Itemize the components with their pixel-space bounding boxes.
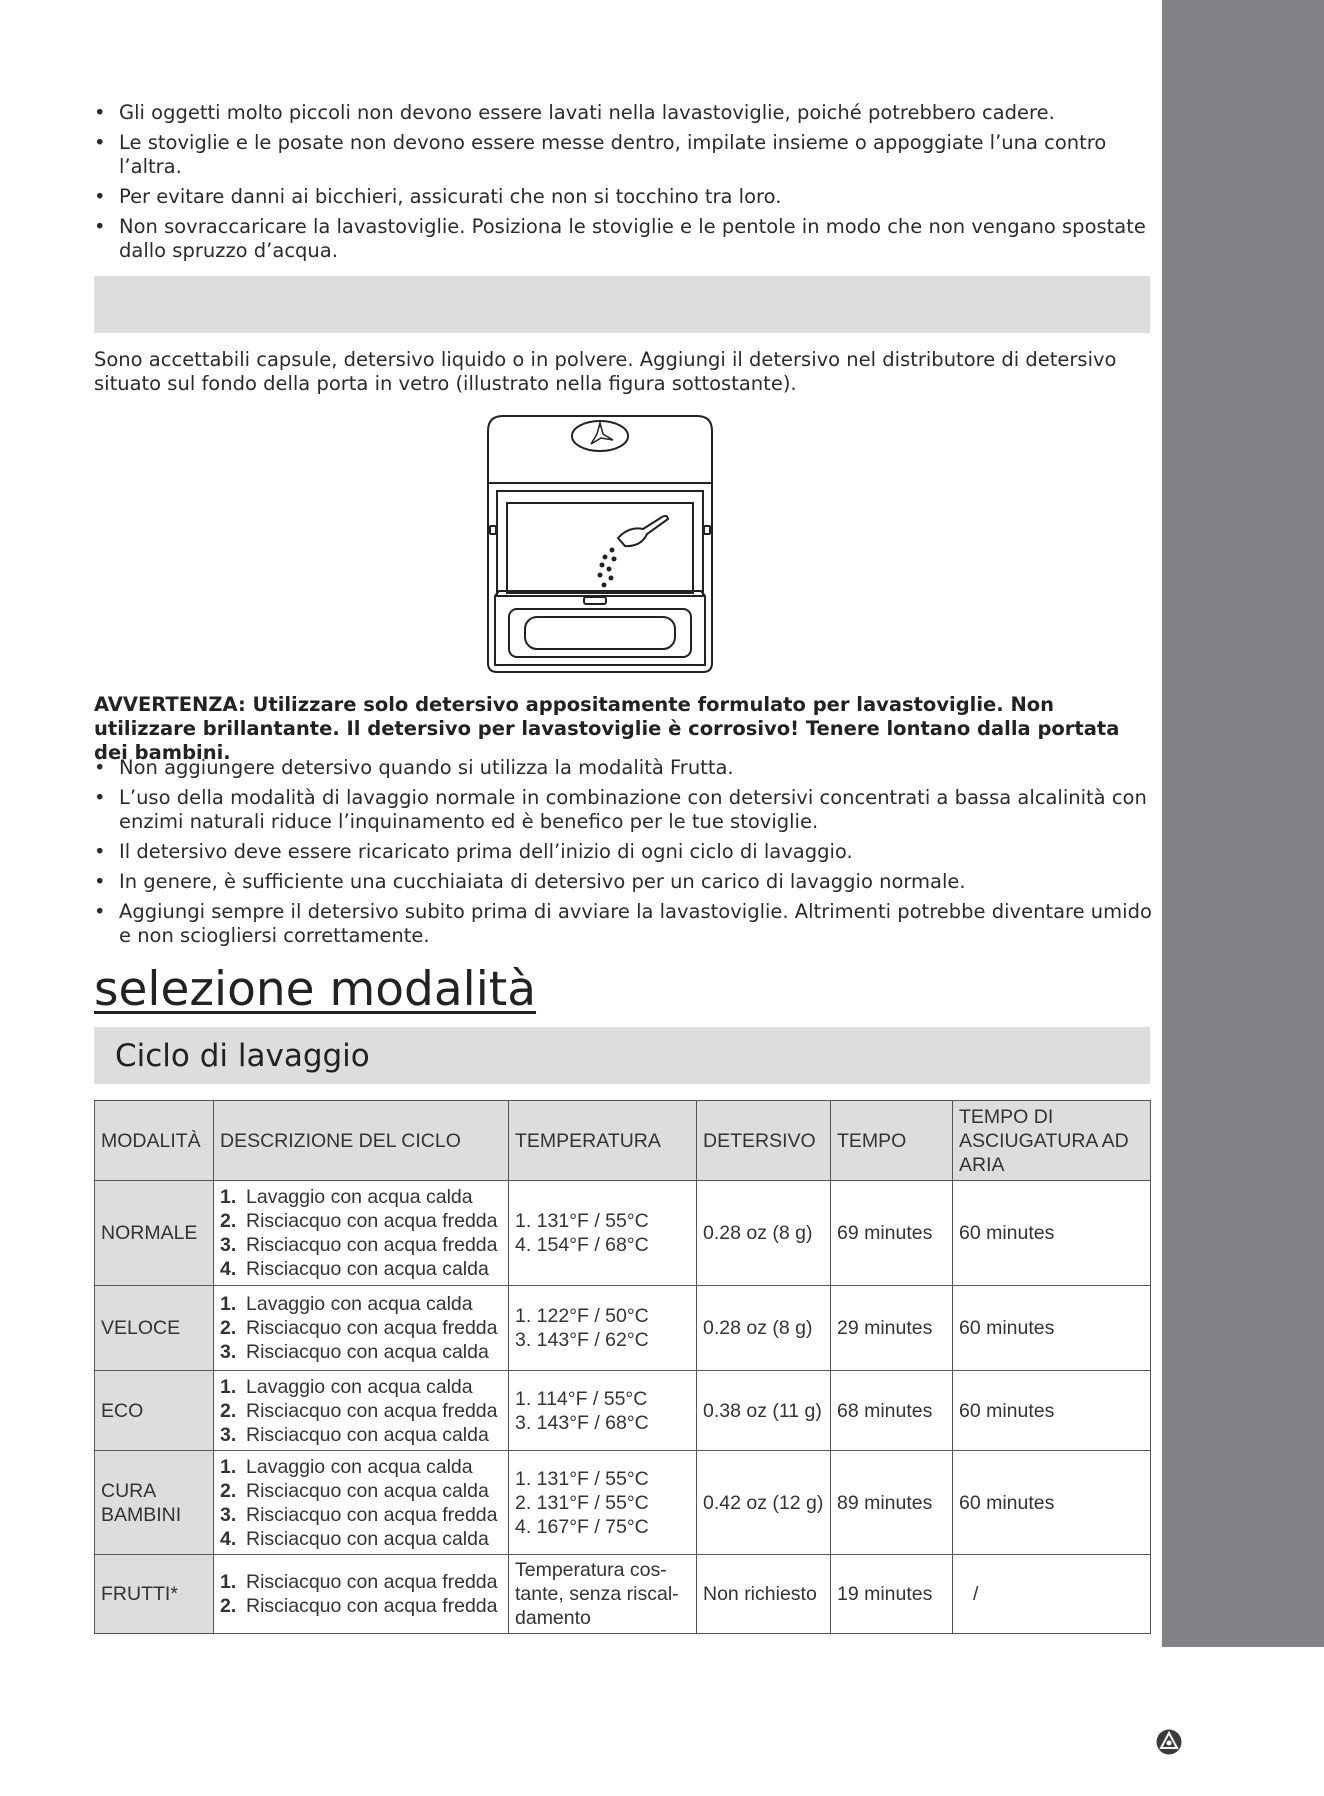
table-row (95, 1555, 1151, 1634)
cycle-description-cell (214, 1286, 509, 1371)
cycle-step (220, 1570, 502, 1594)
table-row (95, 1451, 1151, 1555)
header-cell: TEMPO DI ASCIUGATURA AD ARIA (953, 1101, 1151, 1181)
wash-cycle-table (94, 1100, 1151, 1634)
cycle-step (220, 1479, 502, 1503)
cycle-step (220, 1423, 502, 1447)
temperature-cell (509, 1555, 697, 1634)
list-item: • L’uso della modalità di lavaggio normale in combinazione con detersivi concentrati a bassa alcalinità con enzimi naturali riduce l’inquinamento ed è benefico per le tue stoviglie. (94, 786, 1154, 834)
detergent-paragraph: Sono accettabili capsule, detersivo liquido o in polvere. Aggiungi il detersivo nel distributore di detersivo situato sul fondo della porta in vetro (illustrato nella figura sottostante). (94, 348, 1117, 395)
step-text: Risciacquo con acqua calda (246, 1479, 489, 1502)
temperature-line: damento (515, 1607, 591, 1629)
temperature-line: tante, senza riscal- (515, 1583, 679, 1605)
step-number: 1. (220, 1375, 237, 1398)
cycle-step (220, 1209, 502, 1233)
step-number: 3. (220, 1503, 237, 1526)
step-number: 1. (220, 1455, 237, 1478)
mode-cell: CURA BAMBINI (95, 1451, 214, 1555)
dry-time-cell: 60 minutes (953, 1451, 1151, 1555)
time-cell: 89 minutes (831, 1451, 953, 1555)
list-item: • Le stoviglie e le posate non devono essere messe dentro, impilate insieme o appoggiate l’una contro l’altra. (94, 131, 1154, 179)
step-number: 1. (220, 1293, 237, 1315)
step-text: Risciacquo con acqua calda (246, 1341, 489, 1363)
temperature-line: 3. 143°F / 68°C (515, 1411, 649, 1434)
time-cell: 69 minutes (831, 1181, 953, 1286)
step-text: Risciacquo con acqua calda (246, 1258, 489, 1280)
temperature-line: 4. 167°F / 75°C (515, 1515, 649, 1538)
table-header-row (95, 1101, 1151, 1181)
list-item: • In genere, è sufficiente una cucchiaiata di detersivo per un carico di lavaggio normale. (94, 870, 1154, 894)
step-text: Lavaggio con acqua calda (246, 1455, 473, 1478)
step-text: Risciacquo con acqua fredda (246, 1234, 498, 1256)
temperature-line: 3. 143°F / 62°C (515, 1329, 649, 1351)
list-item: • Non aggiungere detersivo quando si utilizza la modalità Frutta. (94, 756, 1154, 780)
mode-cell: VELOCE (95, 1286, 214, 1371)
step-number: 3. (220, 1423, 237, 1446)
step-number: 3. (220, 1341, 237, 1363)
section-title: selezione modalità (94, 962, 537, 1017)
mode-cell: ECO (95, 1371, 214, 1451)
time-cell: 29 minutes (831, 1286, 953, 1371)
cycle-description-cell (214, 1451, 509, 1555)
step-number: 3. (220, 1234, 237, 1256)
dishwasher-detergent-illustration (485, 413, 715, 675)
temperature-line: 1. 131°F / 55°C (515, 1467, 649, 1490)
cycle-step (220, 1340, 502, 1364)
table-row (95, 1286, 1151, 1371)
step-number: 1. (220, 1571, 237, 1593)
cycle-step (220, 1503, 502, 1527)
step-number: 1. (220, 1186, 237, 1208)
brand-logo-icon (1156, 1729, 1182, 1755)
step-text: Lavaggio con acqua calda (246, 1293, 473, 1315)
cycle-step (220, 1233, 502, 1257)
time-cell: 19 minutes (831, 1555, 953, 1634)
step-number: 2. (220, 1317, 237, 1339)
list-item: • Non sovraccaricare la lavastoviglie. Posiziona le stoviglie e le pentole in modo che non vengano spostate dallo spruzzo d’acqua. (94, 215, 1154, 263)
step-text: Lavaggio con acqua calda (246, 1186, 473, 1208)
dry-time-cell: 60 minutes (953, 1286, 1151, 1371)
step-number: 4. (220, 1527, 237, 1550)
subsection-title: Ciclo di lavaggio (115, 1038, 370, 1074)
temperature-line: 1. 114°F / 55°C (515, 1387, 648, 1410)
dry-time-cell: / (953, 1555, 1151, 1634)
temperature-line: 1. 122°F / 50°C (515, 1305, 649, 1327)
step-text: Risciacquo con acqua fredda (246, 1317, 498, 1339)
dry-time-cell: 60 minutes (953, 1181, 1151, 1286)
detergent-cell: Non richiesto (697, 1555, 831, 1634)
intro-bullet-list (94, 101, 1154, 269)
cycle-step (220, 1316, 502, 1340)
detergent-cell: 0.28 oz (8 g) (697, 1286, 831, 1371)
step-text: Risciacquo con acqua calda (246, 1423, 489, 1446)
temperature-cell (509, 1181, 697, 1286)
temperature-cell (509, 1286, 697, 1371)
mode-cell: NORMALE (95, 1181, 214, 1286)
detergent-cell: 0.42 oz (12 g) (697, 1451, 831, 1555)
step-text: Risciacquo con acqua fredda (246, 1571, 498, 1593)
cycle-step (220, 1399, 502, 1423)
temperature-cell (509, 1451, 697, 1555)
table-row (95, 1371, 1151, 1451)
temperature-cell (509, 1371, 697, 1451)
cycle-step (220, 1185, 502, 1209)
cycle-step (220, 1594, 502, 1618)
cycle-step (220, 1527, 502, 1551)
step-number: 4. (220, 1258, 237, 1280)
step-text: Lavaggio con acqua calda (246, 1375, 473, 1398)
detergent-cell: 0.28 oz (8 g) (697, 1181, 831, 1286)
side-strip (1162, 0, 1324, 1647)
cycle-description-cell (214, 1181, 509, 1286)
step-text: Risciacquo con acqua fredda (246, 1210, 498, 1232)
table-row (95, 1181, 1151, 1286)
time-cell: 68 minutes (831, 1371, 953, 1451)
cycle-description-cell (214, 1371, 509, 1451)
step-text: Risciacquo con acqua calda (246, 1527, 489, 1550)
header-cell: MODALITÀ (95, 1101, 214, 1181)
list-item: • Aggiungi sempre il detersivo subito prima di avviare la lavastoviglie. Altrimenti potrebbe diventare umido e non sciogliersi correttamente. (94, 900, 1154, 948)
temperature-line: 2. 131°F / 55°C (515, 1491, 649, 1514)
detergent-bullet-list (94, 756, 1154, 954)
header-cell: DETERSIVO (697, 1101, 831, 1181)
step-number: 2. (220, 1399, 237, 1422)
temperature-line: 4. 154°F / 68°C (515, 1234, 649, 1256)
warning-text: AVVERTENZA: Utilizzare solo detersivo appositamente formulato per lavastoviglie. Non utilizzare brillantante. Il detersivo per lavastoviglie è corrosivo! Tenere lontano dalla portata dei bambini. (94, 693, 1120, 764)
cycle-step (220, 1455, 502, 1479)
step-number: 2. (220, 1479, 237, 1502)
mode-cell: FRUTTI* (95, 1555, 214, 1634)
header-cell: DESCRIZIONE DEL CICLO (214, 1101, 509, 1181)
cycle-step (220, 1257, 502, 1281)
step-text: Risciacquo con acqua fredda (246, 1399, 498, 1422)
cycle-step (220, 1292, 502, 1316)
step-text: Risciacquo con acqua fredda (246, 1595, 498, 1617)
section-header-bar (94, 276, 1150, 333)
detergent-cell: 0.38 oz (11 g) (697, 1371, 831, 1451)
step-number: 2. (220, 1595, 237, 1617)
list-item: • Per evitare danni ai bicchieri, assicurati che non si tocchino tra loro. (94, 185, 1154, 209)
step-number: 2. (220, 1210, 237, 1232)
header-cell: TEMPERATURA (509, 1101, 697, 1181)
dry-time-cell: 60 minutes (953, 1371, 1151, 1451)
cycle-description-cell (214, 1555, 509, 1634)
list-item: • Gli oggetti molto piccoli non devono essere lavati nella lavastoviglie, poiché potrebbero cadere. (94, 101, 1154, 125)
temperature-line: Temperatura cos- (515, 1559, 667, 1581)
step-text: Risciacquo con acqua fredda (246, 1503, 498, 1526)
list-item: • Il detersivo deve essere ricaricato prima dell’inizio di ogni ciclo di lavaggio. (94, 840, 1154, 864)
temperature-line: 1. 131°F / 55°C (515, 1210, 649, 1232)
header-cell: TEMPO (831, 1101, 953, 1181)
cycle-step (220, 1375, 502, 1399)
